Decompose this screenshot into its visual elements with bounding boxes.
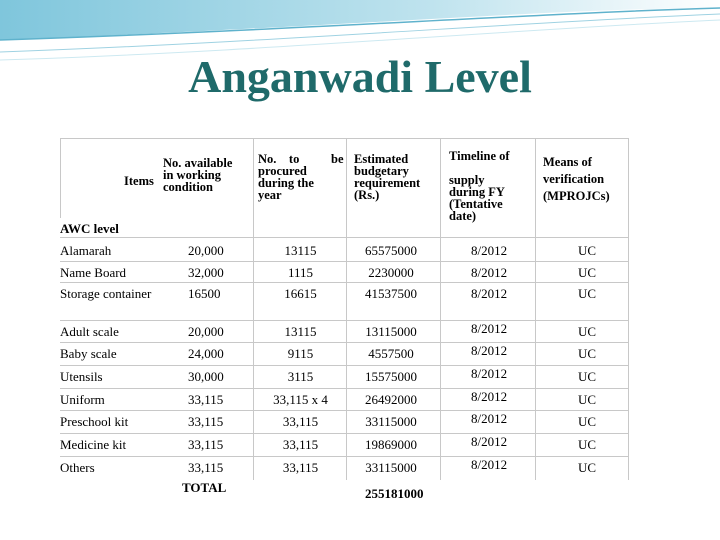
row-available-cell: 20,000: [188, 324, 224, 339]
row-available-cell: 16500: [188, 286, 221, 301]
row-timeline-cell: 8/2012: [471, 434, 508, 449]
row-procured-cell: 1115: [287, 265, 314, 280]
total-value: 255181000: [365, 486, 424, 501]
page-title: Anganwadi Level: [188, 51, 532, 102]
row-available-cell: 30,000: [188, 369, 224, 384]
row-timeline-cell: 8/2012: [471, 286, 508, 301]
row-means-cell: UC: [578, 460, 597, 475]
row-budget-cell: 33115000: [365, 460, 417, 475]
row-budget-cell: 65575000: [365, 243, 417, 258]
grid-line: [628, 138, 629, 480]
grid-line: [60, 138, 628, 139]
row-budget-cell: 2230000: [368, 265, 414, 280]
row-separator: [60, 410, 628, 411]
header-timeline: Timeline of supply during FY (Tentative date): [449, 149, 510, 223]
row-separator: [60, 342, 628, 343]
header-items: Items: [124, 174, 154, 188]
row-means-cell: UC: [578, 392, 597, 407]
row-means-cell: UC: [578, 265, 597, 280]
row-timeline-cell: 8/2012: [471, 389, 508, 404]
header-procured-be: be: [331, 152, 344, 166]
row-item-cell: Adult scale: [60, 324, 119, 339]
row-available-cell: 32,000: [188, 265, 224, 280]
row-procured-cell: 33,115: [282, 460, 319, 475]
row-timeline-cell: 8/2012: [471, 457, 508, 472]
row-item-cell: Others: [60, 460, 95, 475]
row-separator: [60, 388, 628, 389]
row-available-cell: 33,115: [188, 460, 224, 475]
row-available-cell: 33,115: [188, 392, 224, 407]
row-item-cell: Preschool kit: [60, 414, 129, 429]
row-procured-cell: 33,115: [282, 414, 319, 429]
row-budget-cell: 26492000: [365, 392, 417, 407]
grid-line: [253, 138, 254, 480]
row-means-cell: UC: [578, 243, 597, 258]
row-item-cell: Medicine kit: [60, 437, 127, 452]
header-means: Means of verification (MPROJCs): [543, 155, 610, 203]
row-means-cell: UC: [578, 369, 597, 384]
row-separator: [60, 456, 628, 457]
row-timeline-cell: 8/2012: [471, 243, 508, 258]
header-available: No. available in working condition: [163, 156, 233, 194]
row-budget-cell: 41537500: [365, 286, 417, 301]
grid-line: [60, 237, 628, 238]
row-timeline-cell: 8/2012: [471, 366, 508, 381]
row-timeline-cell: 8/2012: [471, 265, 508, 280]
row-procured-cell: 16615: [284, 286, 317, 301]
row-means-cell: UC: [578, 286, 597, 301]
row-separator: [60, 365, 628, 366]
row-budget-cell: 33115000: [365, 414, 417, 429]
row-timeline-cell: 8/2012: [471, 321, 508, 336]
row-budget-cell: 4557500: [368, 346, 414, 361]
row-budget-cell: 19869000: [365, 437, 417, 452]
row-item-cell: Name Board: [60, 265, 127, 280]
header-procured: No. to procured during the year: [258, 152, 314, 202]
row-budget-cell: 13115000: [365, 324, 417, 339]
row-timeline-cell: 8/2012: [471, 411, 508, 426]
row-item-cell: Utensils: [60, 369, 103, 384]
row-item-cell: Alamarah: [60, 243, 112, 258]
row-separator: [60, 320, 628, 321]
row-means-cell: UC: [578, 437, 597, 452]
row-procured-cell: 3115: [287, 369, 314, 384]
section-label-awc: AWC level: [60, 221, 119, 236]
row-available-cell: 20,000: [188, 243, 224, 258]
row-item-cell: Baby scale: [60, 346, 117, 361]
row-item-cell: Storage container: [60, 286, 152, 301]
row-procured-cell: 33,115: [282, 437, 319, 452]
row-timeline-cell: 8/2012: [471, 343, 508, 358]
row-separator: [60, 282, 628, 283]
row-means-cell: UC: [578, 324, 597, 339]
row-available-cell: 33,115: [188, 437, 224, 452]
header-budget: Estimated budgetary requirement (Rs.): [354, 152, 421, 202]
row-separator: [60, 261, 628, 262]
row-means-cell: UC: [578, 414, 597, 429]
grid-line: [535, 138, 536, 480]
row-means-cell: UC: [578, 346, 597, 361]
grid-line: [440, 138, 441, 480]
row-procured-cell: 33,115 x 4: [273, 392, 328, 407]
row-procured-cell: 13115: [284, 324, 317, 339]
row-item-cell: Uniform: [60, 392, 105, 407]
grid-line: [60, 138, 61, 218]
row-procured-cell: 9115: [287, 346, 314, 361]
row-budget-cell: 15575000: [365, 369, 417, 384]
row-available-cell: 24,000: [188, 346, 224, 361]
row-available-cell: 33,115: [188, 414, 224, 429]
row-separator: [60, 433, 628, 434]
row-procured-cell: 13115: [284, 243, 317, 258]
total-label: TOTAL: [182, 480, 227, 495]
